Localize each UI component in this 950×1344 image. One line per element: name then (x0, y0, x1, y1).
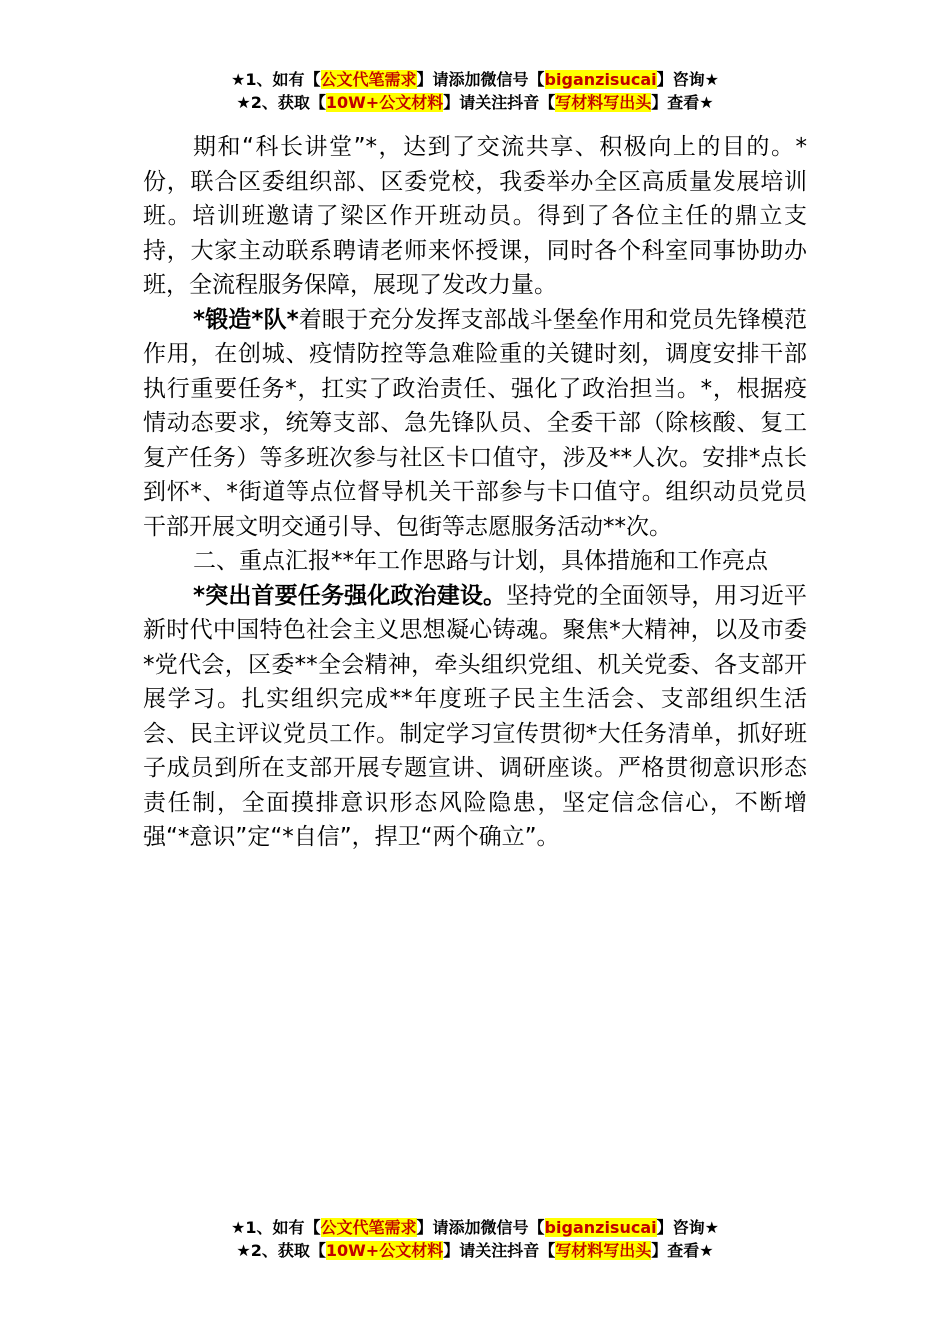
section-heading: 二、重点汇报**年工作思路与计划，具体措施和工作亮点 (193, 548, 768, 574)
banner-highlight: 公文代笔需求 (320, 70, 417, 89)
banner-highlight: 10W+公文材料 (325, 93, 444, 112)
paragraph-heading: *锻造*队* (193, 306, 299, 333)
banner-highlight: 写材料写出头 (555, 1241, 652, 1260)
paragraph: *锻造*队*着眼于充分发挥支部战斗堡垒作用和党员先锋模范作用，在创城、疫情防控等急难险重的关键时刻，调度安排干部执行重要任务*，扛实了政治责任、强化了政治担当。*，根据疫情动态要求，统筹支部、急先锋队员、全委干部（除核酸、复工复产任务）等多班次参与社区卡口值守，涉及**人次。安排*点长到怀*、*街道等点位督导机关干部参与卡口值守。组织动员党员干部开展文明交通引导、包街等志愿服务活动**次。 (143, 306, 807, 540)
banner-highlight: 公文代笔需求 (320, 1218, 417, 1237)
footer-banner (0, 1216, 950, 1262)
header-banner (0, 68, 950, 114)
banner-line-1: ★1、如有【公文代笔需求】请添加微信号【biganzisucai】咨询★ (231, 1218, 719, 1237)
banner-highlight: biganzisucai (544, 1218, 657, 1237)
banner-highlight: 写材料写出头 (555, 93, 652, 112)
document-body (143, 130, 807, 855)
banner-line-2: ★2、获取【10W+公文材料】请关注抖音【写材料写出头】查看★ (236, 93, 714, 112)
banner-highlight: 10W+公文材料 (325, 1241, 444, 1260)
banner-line-2: ★2、获取【10W+公文材料】请关注抖音【写材料写出头】查看★ (236, 1241, 714, 1260)
paragraph-heading: *突出首要任务强化政治建设。 (193, 582, 507, 609)
banner-highlight: biganzisucai (544, 70, 657, 89)
paragraph: 期和“科长讲堂”*，达到了交流共享、积极向上的目的。*份，联合区委组织部、区委党校，我委举办全区高质量发展培训班。培训班邀请了梁区作开班动员。得到了各位主任的鼎立支持，大家主动联系聘请老师来怀授课，同时各个科室同事协助办班，全流程服务保障，展现了发改力量。 (143, 134, 807, 298)
banner-line-1: ★1、如有【公文代笔需求】请添加微信号【biganzisucai】咨询★ (231, 70, 719, 89)
paragraph: *突出首要任务强化政治建设。坚持党的全面领导，用习近平新时代中国特色社会主义思想凝心铸魂。聚焦*大精神，以及市委*党代会，区委**全会精神，牵头组织党组、机关党委、各支部开展学习。扎实组织完成**年度班子民主生活会、支部组织生活会、民主评议党员工作。制定学习宣传贯彻*大任务清单，抓好班子成员到所在支部开展专题宣讲、调研座谈。严格贯彻意识形态责任制，全面摸排意识形态风险隐患，坚定信念信心，不断增强“*意识”定“*自信”，捍卫“两个确立”。 (143, 582, 808, 850)
